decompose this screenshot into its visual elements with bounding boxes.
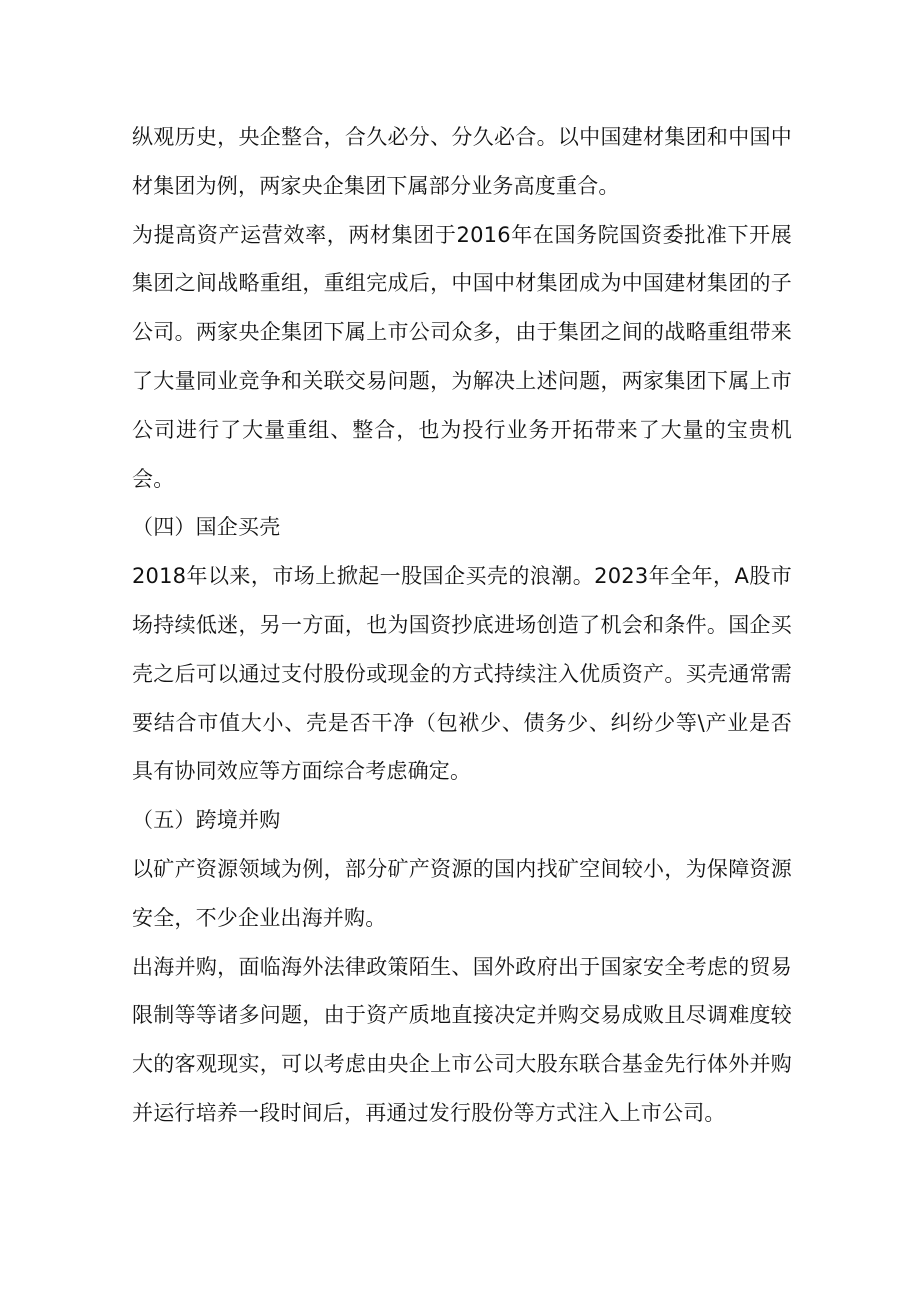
section-heading-cross-border-ma: （五）跨境并购	[132, 808, 281, 833]
paragraph-central-soe-integration: 纵观历史，央企整合，合久必分、分久必合。以中国建材集团和中国中材集团为例，两家央企集团下属部分业务高度重合。	[132, 125, 792, 198]
paragraph-mineral-resources: 以矿产资源领域为例，部分矿产资源的国内找矿空间较小，为保障资源安全，不少企业出海并购。	[132, 856, 792, 930]
paragraph-soe-shell-purchase: 2018年以来，市场上掀起一股国企买壳的浪潮。2023年全年，A股市场持续低迷，另一方面，也为国资抄底进场创造了机会和条件。国企买壳之后可以通过支付股份或现金的方式持续注入优质资产。买壳通常需要结合市值大小、壳是否干净（包袱少、债务少、纠纷少等\产业是否具有协同效应等方面综合考虑确定。	[132, 564, 792, 784]
document-body	[132, 113, 792, 1138]
section-heading-soe-shell-purchase: （四）国企买壳	[132, 515, 281, 540]
paragraph-overseas-acquisition: 出海并购，面临海外法律政策陌生、国外政府出于国家安全考虑的贸易限制等等诸多问题，由于资产质地直接决定并购交易成败且尽调难度较大的客观现实，可以考虑由央企上市公司大股东联合基金先行体外并购并运行培养一段时间后，再通过发行股份等方式注入上市公司。	[132, 954, 792, 1125]
paragraph-two-materials-groups: 为提高资产运营效率，两材集团于2016年在国务院国资委批准下开展集团之间战略重组，重组完成后，中国中材集团成为中国建材集团的子公司。两家央企集团下属上市公司众多，由于集团之间的战略重组带来了大量同业竞争和关联交易问题，为解决上述问题，两家集团下属上市公司进行了大量重组、整合，也为投行业务开拓带来了大量的宝贵机会。	[132, 222, 792, 491]
